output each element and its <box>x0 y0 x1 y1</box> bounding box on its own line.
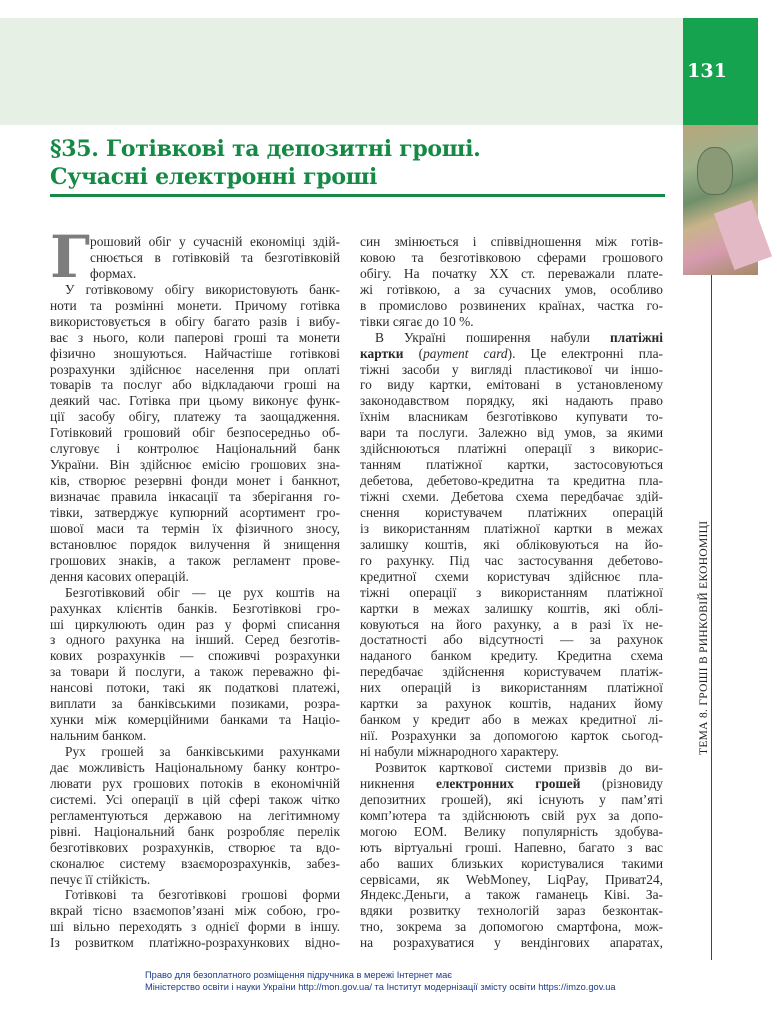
text-line: із використанням платіжної картки в межах <box>360 520 663 536</box>
text-line: син змінюється і співвідношення між готів- <box>360 234 663 249</box>
drop-cap: Г <box>50 223 91 291</box>
text-line: ші вільно переходять з однієї форми в іншу. <box>50 919 340 935</box>
text-line: кредитної схеми користувач здійснює пла- <box>360 568 663 584</box>
text-line: обігу. На початку XX ст. переважали плате- <box>360 265 663 281</box>
text-line: жі готівкою, а за сучасних умов, особливо <box>360 281 663 297</box>
section-title-line-2: Сучасні електронні гроші <box>50 164 378 190</box>
text-line: ні набули міжнародного характеру. <box>360 744 559 759</box>
text-line: наданого банком кредиту. Кредитна схема <box>360 648 663 664</box>
text-line: могою ЕОМ. Велику популярність здобува- <box>360 823 663 839</box>
text-line: банком у кредит або в межах кредитної лі- <box>360 712 663 728</box>
text-line: нальним банком. <box>50 728 147 744</box>
text-line: товарів та послуг або відкладаючи гроші на <box>50 377 340 393</box>
text-line: тно, зокрема за допомогою смартфона, мож- <box>360 919 663 935</box>
banknotes-image <box>683 125 758 275</box>
section-title <box>50 135 481 191</box>
text-line: рівні. Національний банк розробляє перелік <box>50 823 340 839</box>
text-line: Яндекс.Деньги, а також гаманець Ківі. За- <box>360 887 663 903</box>
text-line: тівки, затверджує купюрний асортимент гро- <box>50 504 340 520</box>
text-line: вари та послуги. Залежно від умов, за якими <box>360 425 663 441</box>
title-underline <box>50 194 665 197</box>
text-line: слуговує і контролює Національний банк <box>50 441 340 457</box>
text-line: ноти та розмінні монети. Причому готівка <box>50 297 340 313</box>
text-line: печує її стійкість. <box>50 871 151 887</box>
text-segment: ). Це електронні пла- <box>507 345 663 361</box>
footer-line-1: Право для безоплатного розміщення підручника в мережі Інтернет має <box>145 970 453 980</box>
text-line: Готівкові та безготівкові грошові форми <box>65 887 340 903</box>
text-line: їхнім власникам безготівково купувати то- <box>360 409 663 425</box>
text-line: залишку коштів, які обліковуються на йо- <box>360 536 663 552</box>
header-band <box>0 18 683 125</box>
text-line: снення користувачем платіжних операцій <box>360 504 663 520</box>
text-line: тівки сягає до 10 %. <box>360 313 474 329</box>
text-line: Із розвитком платіжно-розрахункових відно- <box>50 935 340 951</box>
text-line: законодавством порядку, які надають право <box>360 393 663 409</box>
text-line: тіжні схеми. Дебетова схема передбачає здій- <box>360 489 663 504</box>
footer-line-2: Міністерство освіти і науки України http://mon.gov.ua/ та Інститут модернізації змісту освіти https://imzo.gov.ua <box>145 982 616 992</box>
text-line: Готівковий грошовий обіг безпосередньо об- <box>50 425 340 441</box>
text-segment: (різновиду <box>580 775 663 791</box>
text-line: танням платіжної картки, застосовуються <box>360 457 663 473</box>
text-line: України. Він здійснює емісію грошових зна- <box>50 457 340 473</box>
text-line: здійснюються платіжні операції з викорис- <box>360 441 663 457</box>
text-line: картки за рахунок коштів, наданих йому <box>360 696 663 712</box>
copyright-footer <box>145 969 616 993</box>
text-line: ває з нього, коли паперові гроші та монети <box>50 329 340 345</box>
text-line: на розрахуватися у вендінгових апаратах, <box>360 935 663 951</box>
text-line: безготівкових розрахунків, створює та вдо- <box>50 839 340 855</box>
text-line: грошових знаків, а також регламент прове- <box>50 552 340 568</box>
bold-term: електронних грошей <box>435 775 581 791</box>
text-line: Безготівковий обіг — це рух коштів на <box>65 584 340 600</box>
topic-side-label: ТЕМА 8. ГРОШІ В РИНКОВІЙ ЕКОНОМІЦІ <box>698 520 710 755</box>
left-text-column <box>50 223 340 951</box>
text-line: передбачає здійснення користувачем платіж- <box>360 664 663 680</box>
text-line: з одного рахунка на інший. Серед безготів- <box>50 632 340 648</box>
text-line: лювати рух грошових потоків в економічній <box>50 775 340 791</box>
text-line: сервісами, як WebMoney, LiqPay, Приват24, <box>360 871 663 887</box>
text-line: деякий час. Готівка при цьому виконує функ- <box>50 393 340 409</box>
text-line: депозитних грошей), які існують у пам’яті <box>360 791 663 807</box>
text-line: Рух грошей за банківськими рахунками <box>65 744 340 759</box>
text-line: комп’ютера та здійснюють свій рух за допо- <box>360 807 663 823</box>
text-line: вкрай тісно взаємопов’язані між собою, гро- <box>50 903 340 919</box>
text-line: фізично зношуються. Найчастіше готівкові <box>50 345 340 361</box>
text-line: достатності або відсутності — за рахунок <box>360 632 663 648</box>
text-line: У готівковому обігу використовують банк- <box>65 281 340 297</box>
text-line <box>360 346 663 362</box>
text-line: снюється в готівковій та безготівковій <box>90 249 340 265</box>
text-line: хунки між комерційними банками та Націо- <box>50 712 340 728</box>
text-line: го рахунку. Під час застосування дебетово- <box>360 552 663 568</box>
text-line: за товари й послуги, а також переважно фі- <box>50 664 340 680</box>
text-line: регламентуються державою на легітимному <box>50 807 340 823</box>
text-segment: никнення <box>360 775 436 791</box>
text-line: встановлює порядок вилучення й знищення <box>50 536 340 552</box>
text-line: ковуються на його рахунку, а в разі їх не- <box>360 616 663 632</box>
text-line: рошовий обіг у сучасній економіці здій- <box>90 234 340 249</box>
text-line: виплати за банківськими позиками, розра- <box>50 696 340 712</box>
text-segment: В Україні поширення набули <box>375 329 610 345</box>
text-line: Розвиток карткової системи призвів до ви- <box>375 759 663 775</box>
text-segment: ( <box>403 345 424 361</box>
text-line: нансові потоки, такі як податкові платежі, <box>50 680 340 696</box>
text-line <box>360 330 663 346</box>
text-line: тіжні засоби у вигляді пластикової чи іншо- <box>360 361 663 377</box>
text-line: визначає правила інкасації та зберігання го- <box>50 489 340 504</box>
text-line: ковою та безготівковою сферами грошового <box>360 249 663 265</box>
text-line: дення касових операцій. <box>50 568 189 584</box>
bold-term: картки <box>360 345 404 361</box>
text-line: рахунках клієнтів банків. Безготівкові гро- <box>50 600 340 616</box>
right-text-column <box>360 234 663 951</box>
text-line: ків, створює резервні фонди монет і банкнот, <box>50 473 340 489</box>
text-line: ші циркулюють один раз у формі списання <box>50 616 340 632</box>
text-line: ції засобу обігу, платежу та заощадження. <box>50 409 340 425</box>
text-line: системі. Усі операції в цій сфері також чітко <box>50 791 340 807</box>
side-divider <box>711 275 712 960</box>
text-line: формах. <box>90 265 137 281</box>
italic-term: payment card <box>423 345 508 361</box>
text-line: вдяки розвитку технологій зараз безконтак- <box>360 903 663 919</box>
text-line: кових розрахунків — споживчі розрахунки <box>50 648 340 664</box>
bold-term: платіжні <box>609 329 663 345</box>
page-number: 131 <box>687 60 727 82</box>
text-line: ють віртуальні гроші. Напевно, багато з вас <box>360 839 663 855</box>
text-line: розрахунки здійснює населення при оплаті <box>50 361 340 377</box>
text-line: них операцій із використанням платіжної <box>360 680 663 696</box>
text-line <box>360 776 663 792</box>
text-line: або ваших близьких користувалися такими <box>360 855 663 871</box>
text-line: нії. Розрахунки за допомогою карток сьогод- <box>360 728 663 744</box>
section-title-line-1: §35. Готівкові та депозитні гроші. <box>50 136 481 162</box>
text-line: картки в межах залишку коштів, які облі- <box>360 600 663 616</box>
text-line: дебетова, дебетово-кредитна та кредитна пла- <box>360 473 663 489</box>
text-line: сконалює систему взаєморозрахунків, забез- <box>50 855 340 871</box>
text-line: шової маси та термін їх фізичного зносу, <box>50 520 340 536</box>
text-line: го виду картки, емітовані в установленому <box>360 377 663 393</box>
text-line: використовується в обігу багато разів і вибу- <box>50 313 340 329</box>
text-line: в промислово розвинених країнах, частка го- <box>360 297 663 313</box>
text-line: тіжні операції з використанням платіжної <box>360 584 663 600</box>
text-line: дає можливість Національному банку контро- <box>50 759 340 775</box>
